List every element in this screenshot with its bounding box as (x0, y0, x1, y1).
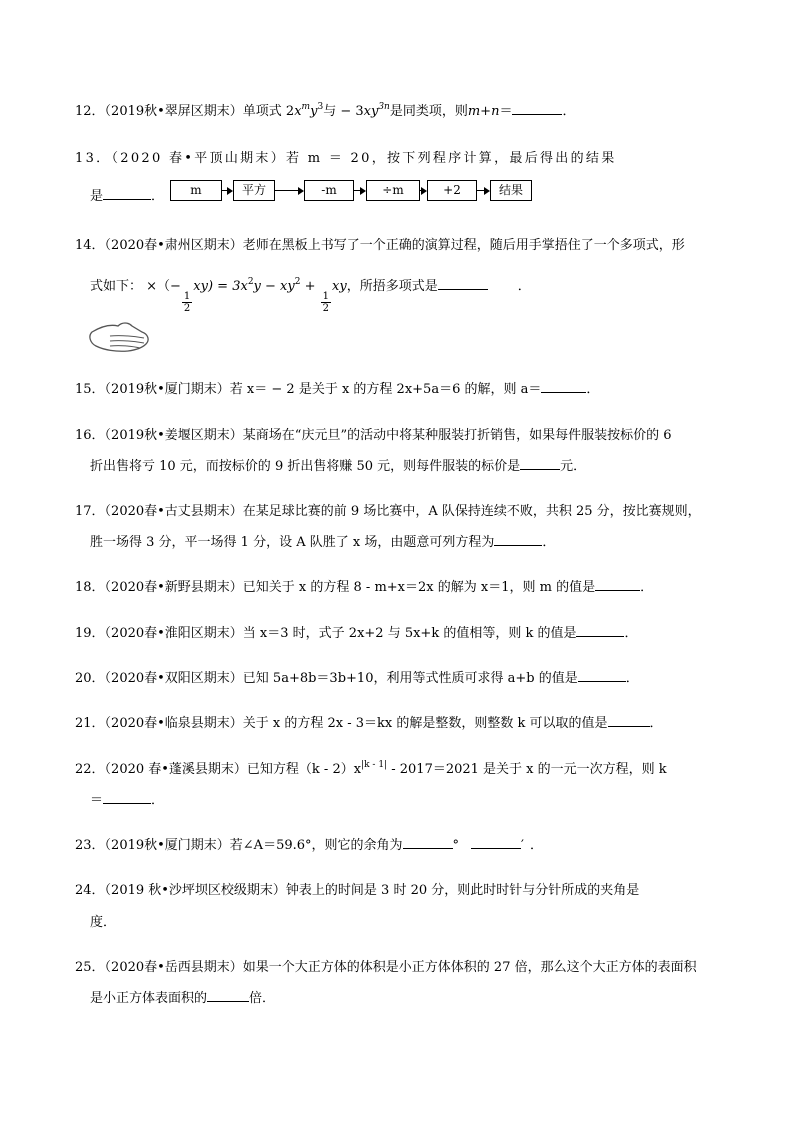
answer-blank[interactable] (541, 378, 586, 393)
q12-exp-m: m (301, 102, 311, 112)
q14-exp: 2 (247, 277, 254, 287)
q14-tail: ，所捂多项式是 (346, 279, 438, 294)
q15-end: ． (586, 382, 600, 397)
q12-var-x: x (294, 104, 302, 119)
q22-eq: ＝ (90, 793, 104, 808)
flow-arrow (419, 190, 425, 191)
q15-text: 15．（2019秋•厦门期末）若 x＝ − 2 是关于 x 的方程 2x+5a＝6 的解，则 a＝ (75, 382, 542, 397)
q19-end: ． (624, 626, 638, 641)
question-14-line-2 (90, 275, 531, 314)
q22-text-a: 22．（2020 春•蓬溪县期末）已知方程（k - 2）x (75, 762, 362, 777)
q17-text: 胜一场得 3 分，平一场得 1 分，设 A 队胜了 x 场，由题意可列方程为 (90, 535, 495, 550)
frac-den: 2 (322, 303, 330, 314)
q14-exp: 2 (294, 277, 301, 287)
flow-arrow (353, 190, 364, 191)
flow-arrow (476, 190, 488, 191)
q13-end: ． (151, 189, 165, 204)
q12-mid: 与 − 3 (323, 104, 364, 119)
flow-arrow (221, 190, 231, 191)
q25-text: 是小正方体表面积的 (90, 991, 208, 1006)
question-19 (75, 622, 638, 641)
q12-exp-3n: 3n (378, 102, 390, 112)
q22-end: ． (151, 793, 165, 808)
question-25-line-1: 25．（2020春•岳西县期末）如果一个大正方体的体积是小正方体体积的 27 倍，那么这个大正方体的表面积 (75, 960, 697, 975)
q23-deg: ° (452, 838, 460, 853)
question-16-line-1: 16．（2019秋•姜堰区期末）某商场在“庆元旦”的活动中将某种服装打折销售，如果每件服装按标价的 6 (75, 428, 672, 443)
q12-eq: ＝ (499, 104, 513, 119)
question-21 (75, 712, 663, 731)
question-20 (75, 667, 639, 686)
q16-end: 元． (560, 459, 587, 474)
question-22-line-1 (75, 758, 667, 777)
answer-blank-degrees[interactable] (403, 834, 453, 849)
answer-blank[interactable] (595, 576, 640, 591)
fraction-half (321, 291, 331, 314)
q20-end: ． (625, 671, 639, 686)
answer-blank[interactable] (608, 712, 650, 727)
hand-icon (88, 318, 152, 354)
q21-end: ． (649, 716, 663, 731)
question-15 (75, 378, 599, 397)
q12-exp-3: 3 (317, 102, 324, 112)
flow-box-minus-m: -m (304, 180, 354, 201)
q22-exponent: |k - 1| (361, 760, 388, 770)
answer-blank-minutes[interactable] (471, 834, 521, 849)
answer-blank[interactable] (578, 667, 626, 682)
q12-end: ． (562, 104, 576, 119)
question-25-line-2 (90, 987, 275, 1006)
q14-term-3: xy (332, 279, 347, 294)
question-13-line-1: 13．（2020 春•平顶山期末）若 m ＝ 20，按下列程序计算，最后得出的结果 (75, 151, 617, 166)
q13-prefix: 是 (90, 189, 104, 204)
program-flowchart (170, 180, 540, 201)
q14-plus: + (300, 279, 320, 294)
q14-end: ． (517, 279, 531, 294)
flow-box-divide-m: ÷m (366, 180, 420, 201)
flow-box-input: m (170, 180, 222, 201)
answer-blank[interactable] (520, 455, 560, 470)
frac-den: 2 (183, 303, 191, 314)
q23-end: ． (529, 838, 543, 853)
flow-box-plus-2: +2 (427, 180, 477, 201)
answer-blank[interactable] (494, 531, 542, 546)
flow-box-result: 结果 (490, 180, 532, 201)
q14-term-1: xy) = 3x (193, 279, 248, 294)
frac-num: 1 (322, 291, 330, 302)
fraction-half (182, 291, 192, 314)
question-22-line-2 (90, 789, 164, 808)
q18-text: 18．（2020春•新野县期末）已知关于 x 的方程 8 - m+x＝2x 的解为 x＝1，则 m 的值是 (75, 580, 596, 595)
answer-blank[interactable] (512, 100, 562, 115)
q19-text: 19．（2020春•淮阳区期末）当 x＝3 时，式子 2x+2 与 5x+k 的值相等，则 k 的值是 (75, 626, 577, 641)
question-17-line-1: 17．（2020春•古丈县期末）在某足球比赛的前 9 场比赛中，A 队保持连续不败，共积 25 分，按比赛规则， (75, 504, 701, 519)
q20-text: 20．（2020春•双阳区期末）已知 5a+8b＝3b+10，利用等式性质可求得 a+b 的值是 (75, 671, 578, 686)
flow-box-square: 平方 (233, 180, 275, 201)
answer-blank[interactable] (103, 185, 151, 200)
answer-blank[interactable] (576, 622, 624, 637)
q16-text: 折出售将亏 10 元，而按标价的 9 折出售将赚 50 元，则每件服装的标价是 (90, 459, 521, 474)
answer-blank[interactable] (438, 275, 488, 290)
q25-end: 倍． (249, 991, 276, 1006)
q14-prefix: 式如下： ×（− (90, 279, 181, 294)
question-14-line-1: 14．（2020春•肃州区期末）老师在黑板上书写了一个正确的演算过程，随后用手掌捂住了一个多项式，形 (75, 238, 685, 253)
question-23 (75, 834, 543, 853)
question-24-line-1: 24．（2019 秋•沙坪坝区校级期末）钟表上的时间是 3 时 20 分，则此时时针与分针所成的夹角是 (75, 883, 640, 898)
question-16-line-2 (90, 455, 586, 474)
q21-text: 21．（2020春•临泉县期末）关于 x 的方程 2x - 3＝kx 的解是整数，则整数 k 可以取的值是 (75, 716, 608, 731)
question-13-line-2 (90, 185, 164, 204)
question-24-line-2: 度． (90, 915, 117, 930)
q23-min: ′ (521, 838, 524, 853)
q12-var-y: y (310, 104, 318, 119)
question-12 (75, 100, 575, 119)
q17-end: ． (542, 535, 556, 550)
q12-var-xy: xy (363, 104, 379, 119)
q23-text: 23．（2019秋•厦门期末）若∠A＝59.6°，则它的余角为 (75, 838, 403, 853)
question-17-line-2 (90, 531, 555, 550)
frac-num: 1 (183, 291, 191, 302)
answer-blank[interactable] (103, 789, 151, 804)
flow-arrow (274, 190, 302, 191)
q12-tail: 是同类项，则 (389, 104, 468, 119)
question-18 (75, 576, 653, 595)
q22-text-b: - 2017＝2021 是关于 x 的一元一次方程，则 k (387, 762, 667, 777)
q14-term-2: y − xy (253, 279, 295, 294)
q12-prefix: 12．（2019秋•翠屏区期末）单项式 2 (75, 104, 295, 119)
answer-blank[interactable] (207, 987, 249, 1002)
q12-expr: m+n (467, 104, 500, 119)
q18-end: ． (640, 580, 654, 595)
